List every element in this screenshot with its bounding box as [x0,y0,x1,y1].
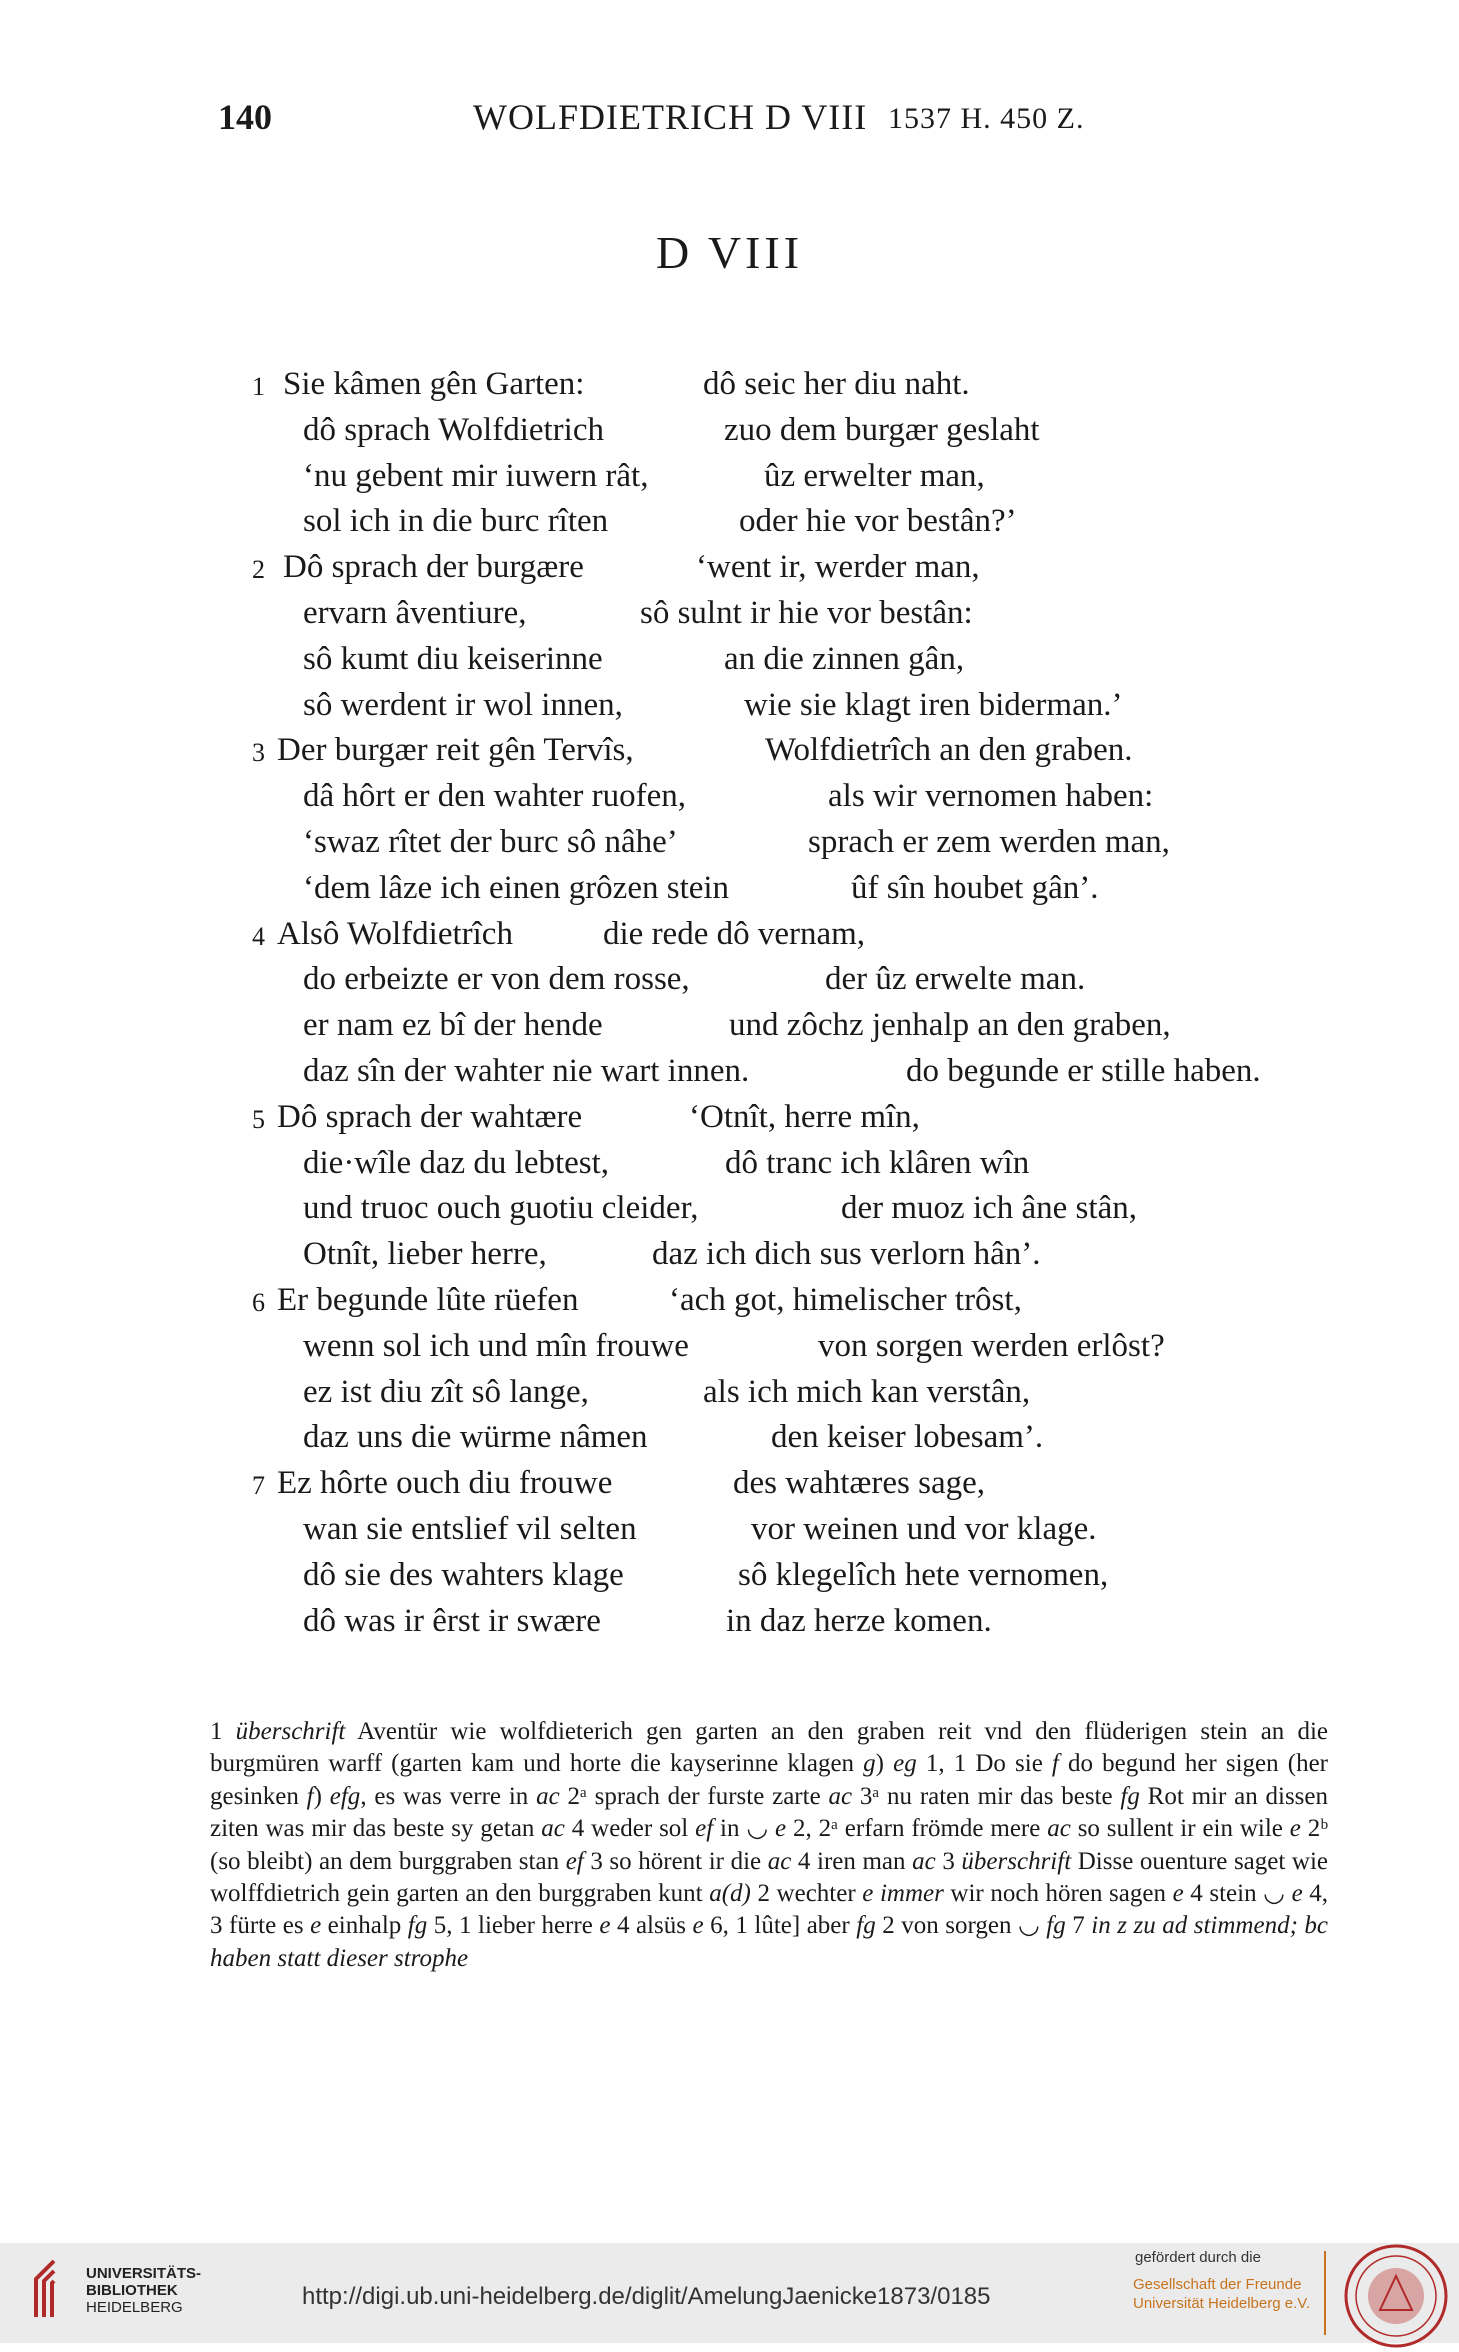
verse-second-half: oder hie vor bestân?’ [739,503,1017,540]
verse-second-half: von sorgen werden erlôst? [818,1327,1165,1364]
note-siglum: überschrift [235,1718,346,1745]
note-text: ) [313,1782,330,1810]
verse-second-half: ûz erwelter man, [764,457,985,494]
running-title: WOLFDIETRICH D VIII [473,97,868,137]
critical-apparatus [210,1716,1328,1975]
verse-first-half: ‘nu gebent mir iuwern rât, [303,457,649,494]
note-text: 5, 1 lieber herre [427,1912,600,1940]
note-text: 4, 3 fürte es [210,1880,1329,1940]
note-text: Disse ouenture saget wie wolffdietrich gein garten an den burggraben kunt [210,1847,1328,1908]
section-title: D VIII [655,227,804,278]
verse-line [0,1419,1459,1465]
verse-line [0,1511,1459,1557]
verse-first-half: ‘swaz rîtet der burc sô nâhe’ [303,823,678,860]
verse-first-half: sô kumt diu keiserinne [303,640,603,677]
stanza-number: 2 [252,555,265,585]
verse-line [0,687,1459,733]
verse-first-half: Ez hôrte ouch diu frouwe [277,1465,613,1502]
verse-second-half: sô klegelîch hete vernomen, [738,1556,1109,1593]
note-text: 2ᵃ sprach der furste zarte [559,1782,829,1810]
verse-line [0,1328,1459,1374]
verse-first-half: Dô sprach der burgære [283,549,584,586]
verse-first-half: wan sie entslief vil selten [303,1510,637,1547]
verse-second-half: ûf sîn houbet gân’. [851,869,1099,906]
verse-second-half: do begunde er stille haben. [906,1052,1261,1089]
permalink-url[interactable]: http://digi.ub.uni-heidelberg.de/diglit/AmelungJaenicke1873/0185 [302,2283,991,2310]
note-siglum: ac [912,1847,936,1875]
stanza-number: 4 [252,921,265,951]
note-text: 2 von sorgen ◡ [875,1912,1047,1940]
verse-second-half: ‘Otnît, herre mîn, [689,1098,920,1135]
verse-second-half: und zôchz jenhalp an den graben, [729,1007,1171,1044]
note-siglum: ac [541,1815,565,1843]
note-text: 4 alsüs [610,1912,693,1940]
note-text: 7 [1065,1912,1092,1940]
verse-second-half: der ûz erwelte man. [825,961,1086,998]
note-text: Rot mir an dissen ziten was mir das beste sy getan [210,1782,1328,1843]
verse-first-half: Er begunde lûte rüefen [277,1281,579,1318]
verse-line [0,595,1459,641]
verse-second-half: als wir vernomen haben: [828,778,1154,815]
verse-line [0,1007,1459,1053]
verse-line [0,778,1459,824]
verse-first-half: Alsô Wolfdietrîch [277,915,513,952]
note-siglum: e [599,1912,611,1940]
verse-first-half: Otnît, lieber herre, [303,1236,547,1273]
verse-line [0,1190,1459,1236]
verse-second-half: die rede dô vernam, [603,915,866,952]
note-text: 3 so hörent ir die [583,1847,768,1875]
note-siglum: ac [767,1847,792,1875]
funded-by-label: gefördert durch die [1135,2249,1261,2266]
verse-line [0,503,1459,549]
note-siglum: e [692,1912,704,1940]
note-siglum: efg [329,1782,361,1810]
verse-first-half: und truoc ouch guotiu cleider, [303,1190,699,1227]
verse-first-half: wenn sol ich und mîn frouwe [303,1327,689,1364]
verse-second-half: in daz herze komen. [726,1602,992,1639]
note-siglum: fg [1120,1782,1140,1810]
note-siglum: e immer [862,1880,944,1908]
verse-first-half: dô sprach Wolfdietrich [303,411,604,448]
verse-second-half: vor weinen und vor klage. [751,1510,1097,1547]
verse-line [0,1145,1459,1191]
verse-first-half: dô sie des wahters klage [303,1556,624,1593]
verse-line [0,458,1459,504]
verse-line [0,1053,1459,1099]
note-siglum: fg [1046,1912,1066,1940]
note-siglum: f [1051,1750,1059,1778]
verse-second-half: als ich mich kan verstân, [703,1373,1031,1410]
note-siglum: fg [856,1912,876,1940]
verse-line [0,1282,1459,1328]
note-siglum: ac [828,1782,853,1810]
note-text: 1 [210,1718,236,1745]
verse-second-half: sprach er zem werden man, [808,823,1170,860]
line-reference: 1537 H. 450 Z. [888,102,1085,135]
note-text: 2ᵇ (so bleibt) an dem burggraben stan [210,1815,1328,1875]
note-siglum: e [310,1912,322,1940]
note-text: so sullent ir ein wile [1070,1815,1290,1843]
society-name: Gesellschaft der Freunde Universität Heidelberg e.V. [1133,2276,1311,2312]
verse-second-half: Wolfdietrîch an den graben. [765,732,1133,769]
stanza-number: 6 [252,1287,265,1317]
note-text: 3 [935,1847,962,1875]
verse-second-half: dô tranc ich klâren wîn [725,1144,1030,1181]
library-name: UNIVERSITÄTS- BIBLIOTHEK HEIDELBERG [86,2265,202,2316]
verse-first-half: Dô sprach der wahtære [277,1098,583,1135]
page-number: 140 [218,97,272,137]
note-siglum: ac [536,1782,560,1810]
verse-line [0,412,1459,458]
note-text: do begund her sigen (her gesinken [210,1750,1329,1810]
verse-first-half: sô werdent ir wol innen, [303,686,623,723]
verse-first-half: ervarn âventiure, [303,594,527,631]
verse-line [0,1374,1459,1420]
verse-first-half: daz sîn der wahter nie wart innen. [303,1052,750,1089]
note-siglum: ac [1047,1815,1071,1843]
verse-first-half: ez ist diu zît sô lange, [303,1373,589,1410]
verse-first-half: ‘dem lâze ich einen grôzen stein [303,869,730,906]
page-header [218,96,1118,136]
note-text: ) [875,1750,894,1778]
note-text: wir noch hören sagen [943,1880,1173,1908]
note-text: Aventür wie wolfdieterich gen garten an den graben reit vnd den flüderigen stein an die burgmüren warff (garten kam und horte die kayserinne klagen [210,1718,1329,1778]
note-siglum: in z zu ad stimmend; bc haben statt dieser strophe [210,1912,1328,1972]
verse-line [0,870,1459,916]
verse-first-half: Der burgær reit gên Tervîs, [277,732,634,769]
verse-first-half: dô was ir êrst ir swære [303,1602,601,1639]
note-text: 6, 1 lûte] aber [703,1912,857,1940]
stanza-number: 3 [252,738,265,768]
verse-line [0,1557,1459,1603]
verse-second-half: der muoz ich âne stân, [841,1190,1137,1227]
verse-second-half: an die zinnen gân, [724,640,965,677]
stanza-number: 7 [252,1471,265,1501]
verse-second-half: zuo dem burgær geslaht [724,411,1040,448]
verse-first-half: sol ich in die burc rîten [303,503,609,540]
note-text: 4 weder sol [564,1815,696,1843]
stanza-number: 5 [252,1104,265,1134]
note-text: 4 stein ◡ [1183,1880,1292,1908]
verse-line [0,641,1459,687]
note-text: 3ᵃ nu raten mir das beste [852,1782,1121,1810]
verse-second-half: dô seic her diu naht. [703,366,970,402]
verse-first-half: dâ hôrt er den wahter ruofen, [303,778,686,815]
verse-first-half: er nam ez bî der hende [303,1007,603,1044]
note-siglum: fg [407,1912,428,1940]
note-siglum: ef [565,1847,584,1875]
verse-second-half: des wahtæres sage, [733,1465,986,1502]
note-siglum: e [1172,1880,1184,1908]
stanza-number: 1 [252,372,265,401]
note-text: 1, 1 Do sie [916,1750,1052,1778]
verse-first-half: daz uns die würme nâmen [303,1419,648,1456]
university-seal-icon [1340,2240,1452,2352]
verse-second-half: daz ich dich sus verlorn hân’. [652,1236,1041,1273]
verse-first-half: do erbeizte er von dem rosse, [303,961,690,998]
verse-line [0,1603,1459,1649]
note-text: 2, 2ᵃ erfarn frömde mere [786,1815,1048,1843]
note-siglum: e [1289,1815,1301,1843]
verse-line [0,549,1459,595]
note-text: einhalp [321,1912,408,1940]
poem [0,366,1459,1648]
library-logo-icon [30,2257,78,2321]
verse-second-half: den keiser lobesam’. [771,1419,1044,1456]
note-text: in ◡ [713,1815,776,1843]
note-siglum: ef [695,1815,714,1843]
verse-line [0,1099,1459,1145]
note-siglum: e [1291,1880,1303,1908]
footer-bar [0,2243,1459,2343]
note-siglum: f [306,1782,314,1810]
verse-line [0,732,1459,778]
note-siglum: überschrift [961,1847,1072,1875]
verse-line [0,1236,1459,1282]
verse-first-half: die·wîle daz du lebtest, [303,1144,610,1181]
note-siglum: eg [893,1750,917,1778]
verse-line [0,1465,1459,1511]
note-siglum: a(d) [709,1880,751,1908]
verse-line [0,366,1459,412]
footer-divider [1324,2251,1326,2335]
note-text: 4 iren man [791,1847,913,1875]
verse-line [0,824,1459,870]
verse-line [0,916,1459,962]
verse-first-half: Sie kâmen gên Garten: [283,366,585,402]
note-text: 2 wechter [750,1880,863,1908]
verse-second-half: ‘ach got, himelischer trôst, [669,1281,1022,1318]
note-siglum: e [775,1815,787,1843]
verse-second-half: sô sulnt ir hie vor bestân: [640,594,973,631]
note-text: , es was verre in [360,1782,537,1810]
verse-second-half: ‘went ir, werder man, [696,549,980,586]
verse-line [0,961,1459,1007]
verse-second-half: wie sie klagt iren biderman.’ [744,686,1123,723]
note-siglum: g [863,1750,876,1778]
